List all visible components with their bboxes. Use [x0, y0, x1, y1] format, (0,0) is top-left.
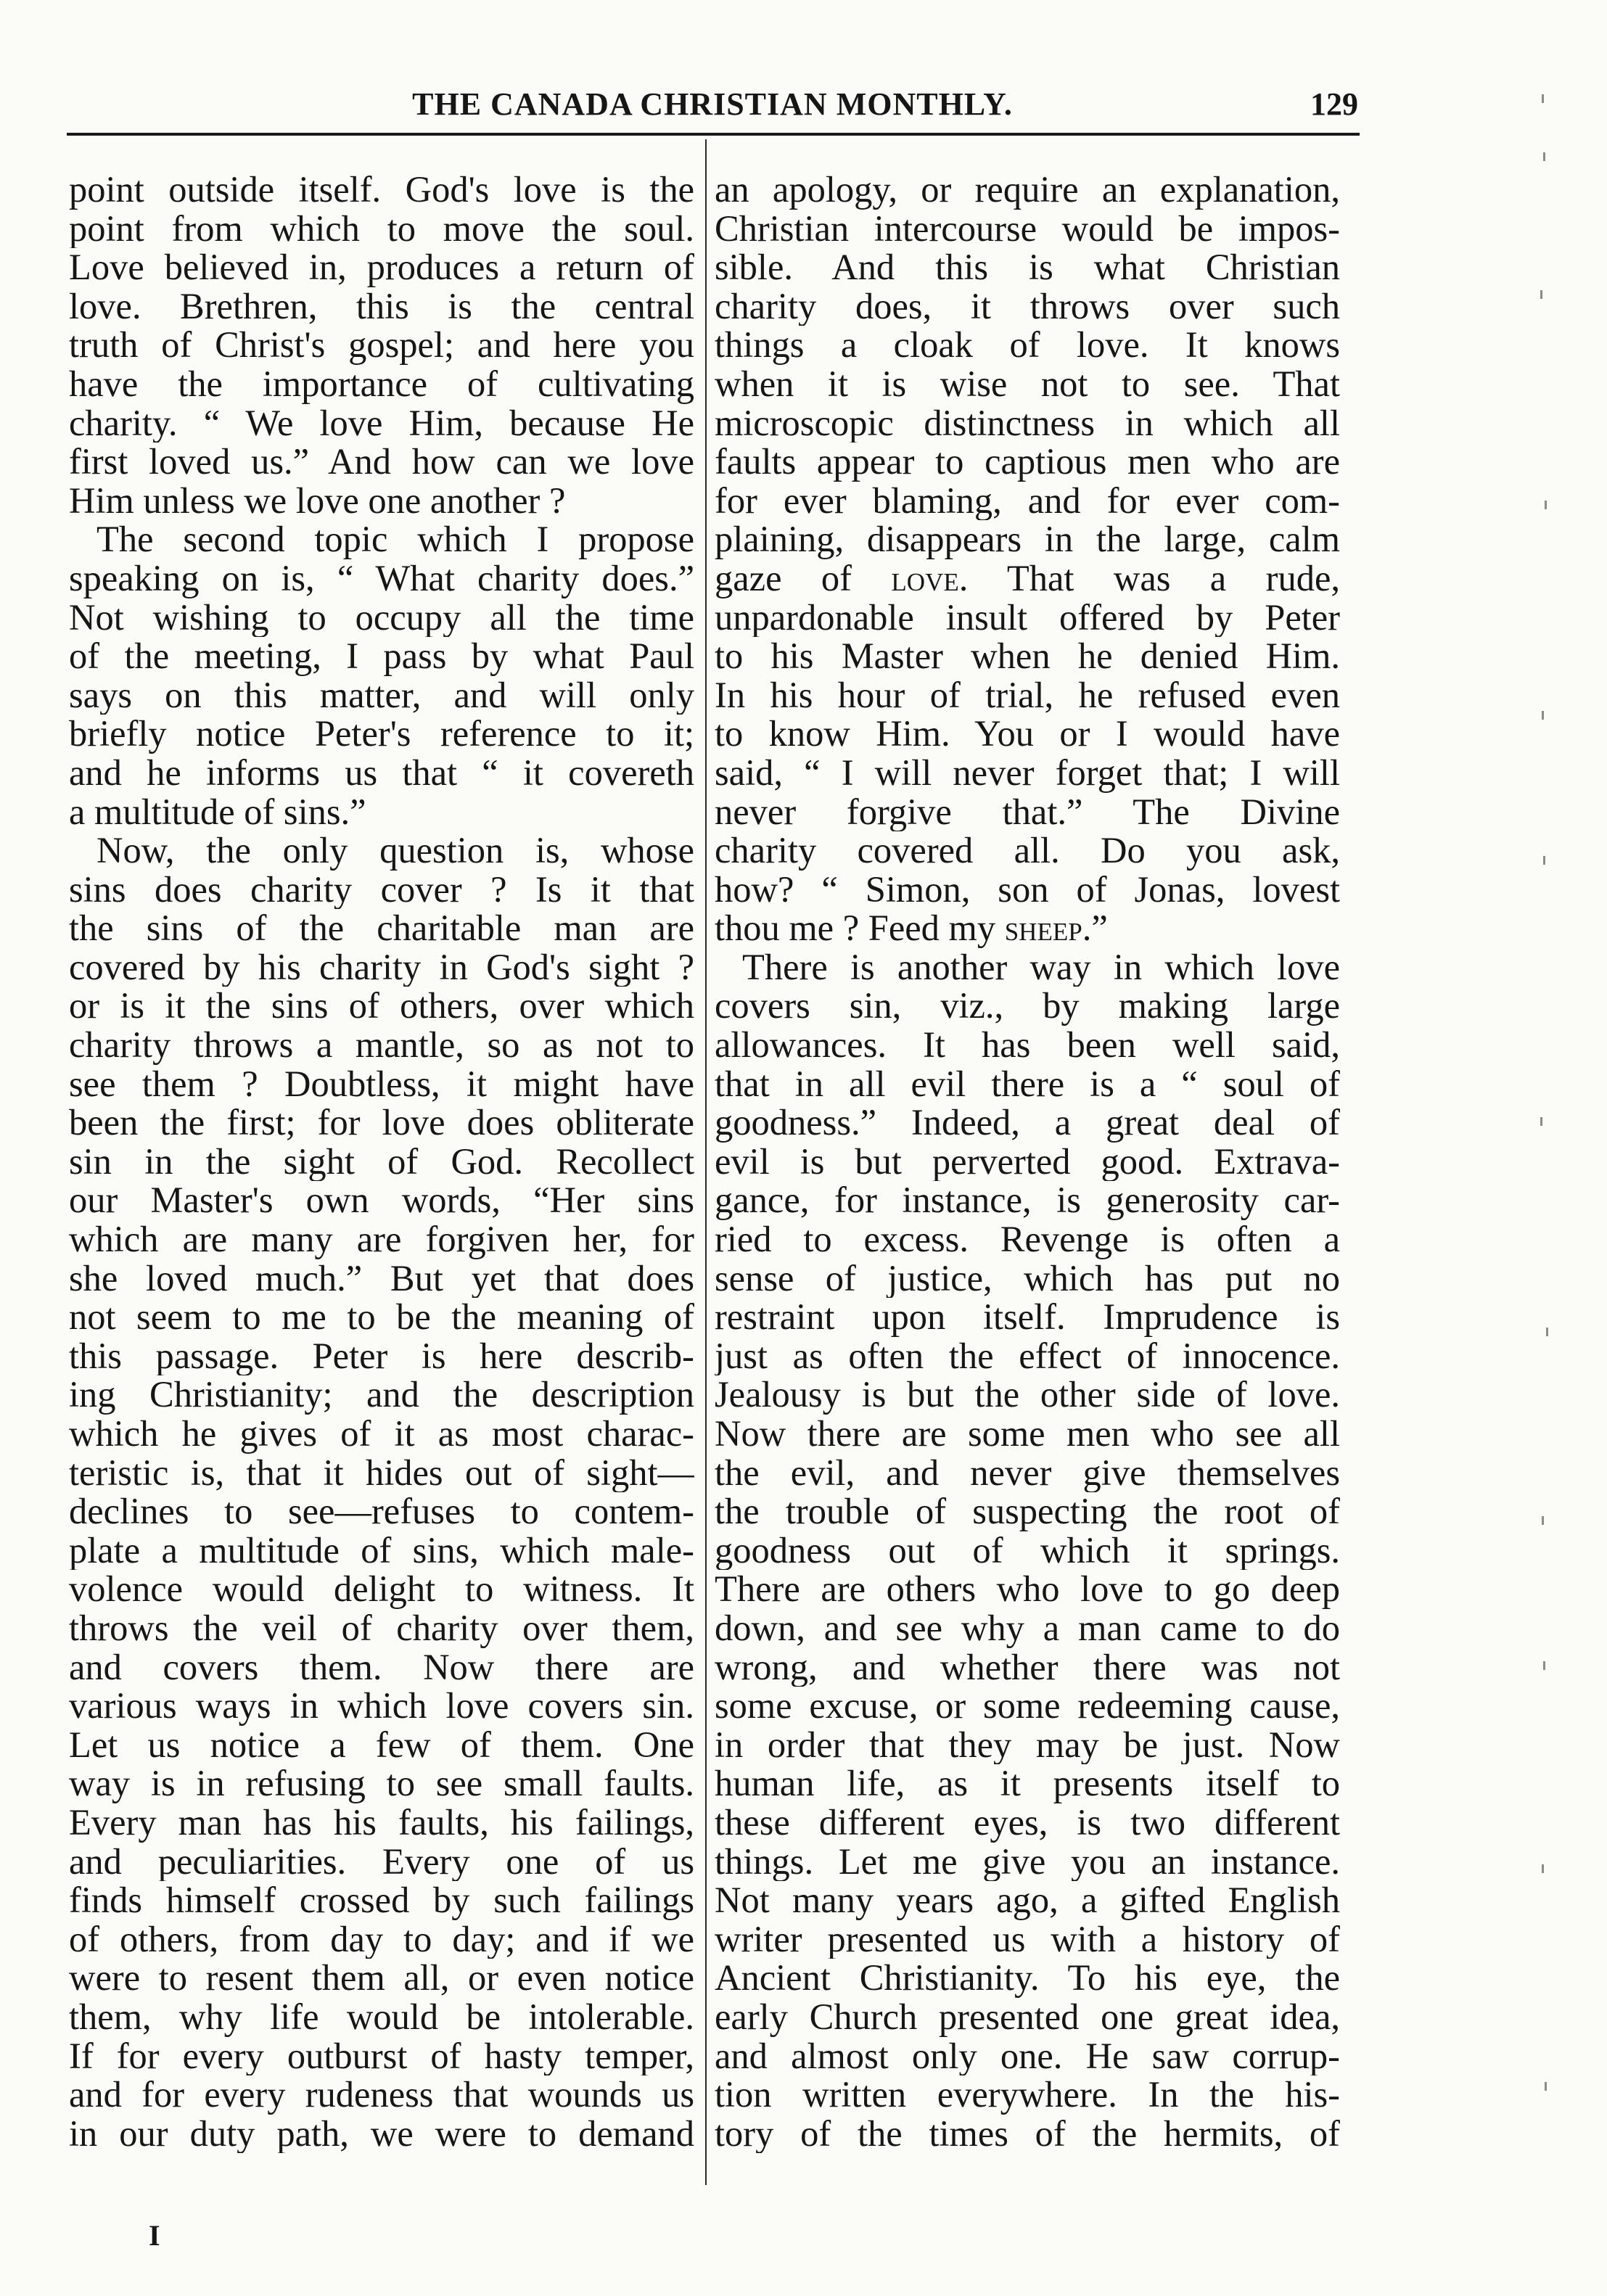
right-text-line: microscopic distinctness in which all [715, 403, 1340, 443]
left-text-line: sin in the sight of God. Recollect [69, 1142, 694, 1182]
left-text-line: Love believed in, produces a return of [69, 248, 694, 287]
right-text-line: and almost only one. He saw corrup- [715, 2036, 1340, 2076]
right-text-line: early Church presented one great idea, [715, 1997, 1340, 2037]
right-text-line: for ever blaming, and for ever com- [715, 481, 1340, 521]
right-text-line: that in all evil there is a “ soul of [715, 1064, 1340, 1104]
right-text-line: charity covered all. Do you ask, [715, 831, 1340, 871]
right-text-line: Christian intercourse would be impos- [715, 209, 1340, 249]
right-text-line: sible. And this is what Christian [715, 248, 1340, 287]
left-column [69, 170, 694, 2153]
left-text-line: sins does charity cover ? Is it that [69, 870, 694, 910]
page-edge-marks [1527, 51, 1563, 2227]
left-text-line: love. Brethren, this is the central [69, 287, 694, 326]
right-text-line: evil is but perverted good. Extrava- [715, 1142, 1340, 1182]
left-text-line: declines to see—refuses to contem- [69, 1492, 694, 1531]
right-text-line: There is another way in which love [742, 947, 1340, 987]
right-text-line: things. Let me give you an instance. [715, 1842, 1340, 1882]
left-text-line: charity throws a mantle, so as not to [69, 1026, 694, 1065]
left-text-line: finds himself crossed by such failings [69, 1881, 694, 1920]
right-text-line: There are others who love to go deep [715, 1570, 1340, 1609]
right-text-line: an apology, or require an explanation, [715, 170, 1340, 210]
left-text-line: Now, the only question is, whose [96, 831, 694, 871]
left-text-line: Not wishing to occupy all the time [69, 598, 694, 638]
left-text-line: point from which to move the soul. [69, 209, 694, 249]
left-text-line: which he gives of it as most charac- [69, 1415, 694, 1454]
right-text-line: allowances. It has been well said, [715, 1026, 1340, 1065]
right-text-line: human life, as it presents itself to [715, 1764, 1340, 1803]
page-number: 129 [1310, 86, 1358, 122]
left-text-line: briefly notice Peter's reference to it; [69, 715, 694, 754]
left-text-line: Him unless we love one another ? [69, 481, 566, 521]
small-caps-word: love [891, 559, 959, 598]
left-text-line: have the importance of cultivating [69, 364, 694, 404]
left-text-line: Every man has his faults, his failings, [69, 1803, 694, 1843]
left-text-line: were to resent them all, or even notice [69, 1959, 694, 1998]
left-text-line: throws the veil of charity over them, [69, 1608, 694, 1648]
left-text-line: or is it the sins of others, over which [69, 987, 694, 1026]
left-text-line: which are many are forgiven her, for [69, 1220, 694, 1259]
right-text-line: unpardonable insult offered by Peter [715, 598, 1340, 638]
right-text-line: these different eyes, is two different [715, 1803, 1340, 1843]
left-text-line: teristic is, that it hides out of sight— [69, 1453, 694, 1493]
right-text-line: Ancient Christianity. To his eye, the [715, 1959, 1340, 1998]
right-text-line: Jealousy is but the other side of love. [715, 1375, 1340, 1415]
left-text-line: charity. “ We love Him, because He [69, 403, 694, 443]
left-text-line: Let us notice a few of them. One [69, 1725, 694, 1765]
left-text-line: a multitude of sins.” [69, 792, 366, 832]
right-text-line: Not many years ago, a gifted English [715, 1881, 1340, 1920]
left-text-line: in our duty path, we were to demand [69, 2114, 694, 2154]
right-text-line: writer presented us with a history of [715, 1919, 1340, 1959]
right-text-line: Now there are some men who see all [715, 1415, 1340, 1454]
left-text-line: them, why life would be intolerable. [69, 1997, 694, 2037]
left-text-line: If for every outburst of hasty temper, [69, 2036, 694, 2076]
right-text-line: covers sin, viz., by making large [715, 987, 1340, 1026]
right-text-line: thou me ? Feed my sheep.” [715, 909, 1108, 948]
right-text-line: wrong, and whether there was not [715, 1647, 1340, 1687]
left-text-line: and peculiarities. Every one of us [69, 1842, 694, 1882]
right-text-line: gance, for instance, is generosity car- [715, 1181, 1340, 1221]
right-text-line: sense of justice, which has put no [715, 1259, 1340, 1299]
right-text-line: goodness.” Indeed, a great deal of [715, 1103, 1340, 1143]
page-header [67, 86, 1358, 129]
left-text-line: and covers them. Now there are [69, 1647, 694, 1687]
left-text-line: says on this matter, and will only [69, 675, 694, 715]
right-text-line: just as often the effect of innocence. [715, 1336, 1340, 1376]
right-text-line: gaze of love. That was a rude, [715, 559, 1340, 598]
right-text-line: charity does, it throws over such [715, 287, 1340, 326]
left-text-line: point outside itself. God's love is the [69, 170, 694, 210]
right-text-line: ried to excess. Revenge is often a [715, 1220, 1340, 1259]
right-text-line: down, and see why a man came to do [715, 1608, 1340, 1648]
right-text-line: in order that they may be just. Now [715, 1725, 1340, 1765]
right-text-line: never forgive that.” The Divine [715, 792, 1340, 832]
right-text-line: things a cloak of love. It knows [715, 326, 1340, 365]
left-text-line: of the meeting, I pass by what Paul [69, 637, 694, 676]
left-text-line: the sins of the charitable man are [69, 909, 694, 948]
small-caps-word: sheep [1004, 909, 1082, 948]
right-text-line: the evil, and never give themselves [715, 1453, 1340, 1493]
right-text-line: to know Him. You or I would have [715, 715, 1340, 754]
right-column [715, 170, 1340, 2153]
header-rule [67, 133, 1360, 136]
left-text-line: The second topic which I propose [96, 520, 694, 559]
left-text-line: speaking on is, “ What charity does.” [69, 559, 694, 598]
right-text-line: tory of the times of the hermits, of [715, 2114, 1340, 2154]
left-text-line: this passage. Peter is here describ- [69, 1336, 694, 1376]
left-text-line: of others, from day to day; and if we [69, 1919, 694, 1959]
left-text-line: our Master's own words, “Her sins [69, 1181, 694, 1221]
signature-mark: I [149, 2219, 160, 2252]
left-text-line: see them ? Doubtless, it might have [69, 1064, 694, 1104]
right-text-line: some excuse, or some redeeming cause, [715, 1687, 1340, 1726]
left-text-line: and for every rudeness that wounds us [69, 2075, 694, 2115]
right-text-line: tion written everywhere. In the his- [715, 2075, 1340, 2115]
left-text-line: not seem to me to be the meaning of [69, 1298, 694, 1337]
left-text-line: ing Christianity; and the description [69, 1375, 694, 1415]
right-text-line: In his hour of trial, he refused even [715, 675, 1340, 715]
left-text-line: she loved much.” But yet that does [69, 1259, 694, 1299]
left-text-line: various ways in which love covers sin. [69, 1687, 694, 1726]
left-text-line: covered by his charity in God's sight ? [69, 947, 694, 987]
left-text-line: truth of Christ's gospel; and here you [69, 326, 694, 365]
right-text-line: faults appear to captious men who are [715, 443, 1340, 482]
left-text-line: way is in refusing to see small faults. [69, 1764, 694, 1803]
right-text-line: goodness out of which it springs. [715, 1531, 1340, 1571]
right-text-line: plaining, disappears in the large, calm [715, 520, 1340, 559]
right-text-line: said, “ I will never forget that; I will [715, 753, 1340, 793]
column-divider [705, 139, 707, 2185]
left-text-line: plate a multitude of sins, which male- [69, 1531, 694, 1571]
right-text-line: restraint upon itself. Imprudence is [715, 1298, 1340, 1337]
left-text-line: been the first; for love does obliterate [69, 1103, 694, 1143]
left-text-line: and he informs us that “ it covereth [69, 753, 694, 793]
right-text-line: how? “ Simon, son of Jonas, lovest [715, 870, 1340, 910]
running-title: THE CANADA CHRISTIAN MONTHLY. [412, 86, 1013, 122]
left-text-line: volence would delight to witness. It [69, 1570, 694, 1609]
right-text-line: the trouble of suspecting the root of [715, 1492, 1340, 1531]
left-text-line: first loved us.” And how can we love [69, 443, 694, 482]
right-text-line: when it is wise not to see. That [715, 364, 1340, 404]
right-text-line: to his Master when he denied Him. [715, 637, 1340, 676]
